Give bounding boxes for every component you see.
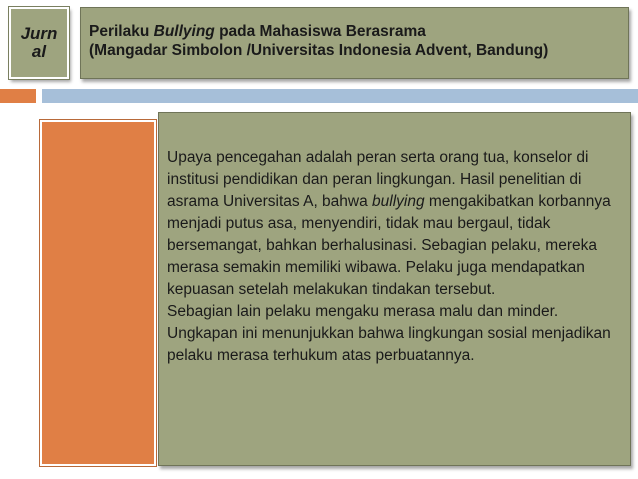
paragraph-1 — [167, 147, 622, 301]
orange-accent-bar — [0, 89, 36, 103]
journal-label: Jurnal — [20, 24, 58, 61]
title-box — [80, 7, 629, 79]
title-italic-word: Bullying — [153, 23, 215, 40]
orange-side-panel — [40, 120, 156, 466]
blue-accent-bar — [42, 89, 638, 103]
content-box — [158, 112, 631, 466]
title-prefix: Perilaku — [89, 23, 154, 40]
paragraph-1-part-2: mengakibatkan korbannya menjadi putus asa, menyendiri, tidak mau bergaul, tidak bersemangat, bahkan berhalusinasi. Sebagian pelaku, mereka merasa semakin memiliki wibawa. Pelaku juga mendapatkan kepuasan setelah melakukan tindakan tersebut. — [167, 193, 611, 298]
journal-label-box — [9, 7, 69, 79]
paragraph-2: Sebagian lain pelaku mengaku merasa malu dan minder. Ungkapan ini menunjukkan bahwa lingkungan sosial menjadikan pelaku merasa terhukum atas perbuatannya. — [167, 303, 611, 364]
title-suffix: pada Mahasiswa Berasrama — [214, 23, 426, 40]
paragraph-1-part-1: Upaya pencegahan adalah peran serta orang tua, konselor di institusi pendidikan dan peran lingkungan. Hasil penelitian di asrama Universitas A, bahwa — [167, 149, 589, 210]
slide-title-line-1 — [89, 22, 622, 41]
paragraph-1-italic: bullying — [372, 193, 425, 210]
slide-title-line-2: (Mangadar Simbolon /Universitas Indonesia Advent, Bandung) — [89, 42, 549, 59]
